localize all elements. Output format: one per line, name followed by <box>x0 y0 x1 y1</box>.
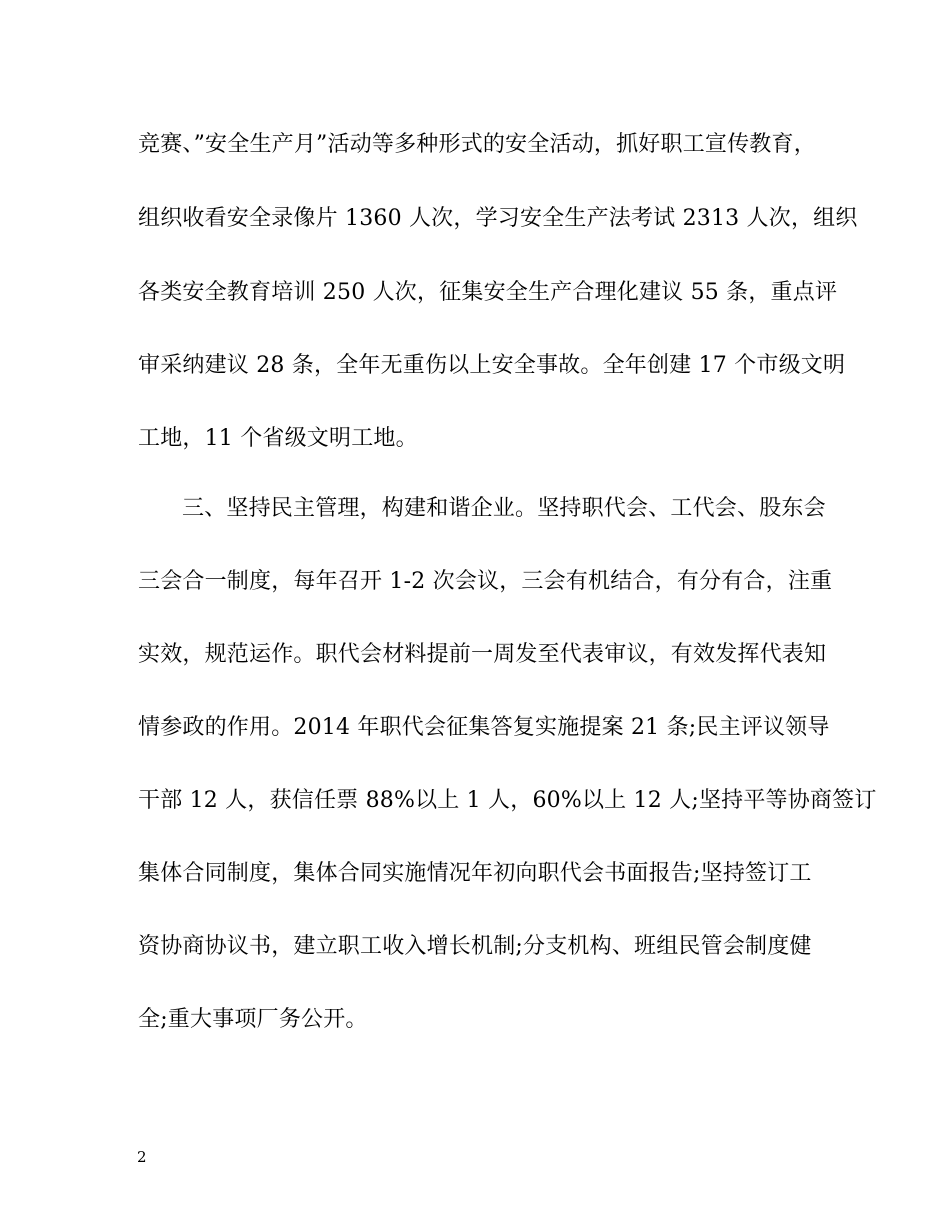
text-line-10: 干部 12 人，获信任票 88%以上 1 人，60%以上 12 人;坚持平等协商签订 <box>138 788 877 813</box>
text-line-2: 组织收看安全录像片 1360 人次，学习安全生产法考试 2313 人次，组织 <box>138 206 858 231</box>
text-line-4: 审采纳建议 28 条，全年无重伤以上安全事故。全年创建 17 个市级文明 <box>138 353 846 378</box>
text-line-11: 集体合同制度，集体合同实施情况年初向职代会书面报告;坚持签订工 <box>138 861 812 886</box>
text-line-5: 工地，11 个省级文明工地。 <box>138 426 418 451</box>
text-line-9: 情参政的作用。2014 年职代会征集答复实施提案 21 条;民主评议领导 <box>138 715 830 740</box>
text-line-3: 各类安全教育培训 250 人次，征集安全生产合理化建议 55 条，重点评 <box>138 280 838 305</box>
text-line-13: 全;重大事项厂务公开。 <box>138 1007 368 1032</box>
text-line-7: 三会合一制度，每年召开 1-2 次会议，三会有机结合，有分有合，注重 <box>138 569 833 594</box>
paragraph-3-start-line: 三、坚持民主管理，构建和谐企业。坚持职代会、工代会、股东会 <box>182 496 826 521</box>
text-line-12: 资协商协议书，建立职工收入增长机制;分支机构、班组民管会制度健 <box>138 934 812 959</box>
text-line-8: 实效，规范运作。职代会材料提前一周发至代表审议，有效发挥代表知 <box>138 642 827 667</box>
text-line-1: 竞赛、”安全生产月”活动等多种形式的安全活动，抓好职工宣传教育， <box>138 132 816 157</box>
page-number: 2 <box>137 1148 147 1166</box>
